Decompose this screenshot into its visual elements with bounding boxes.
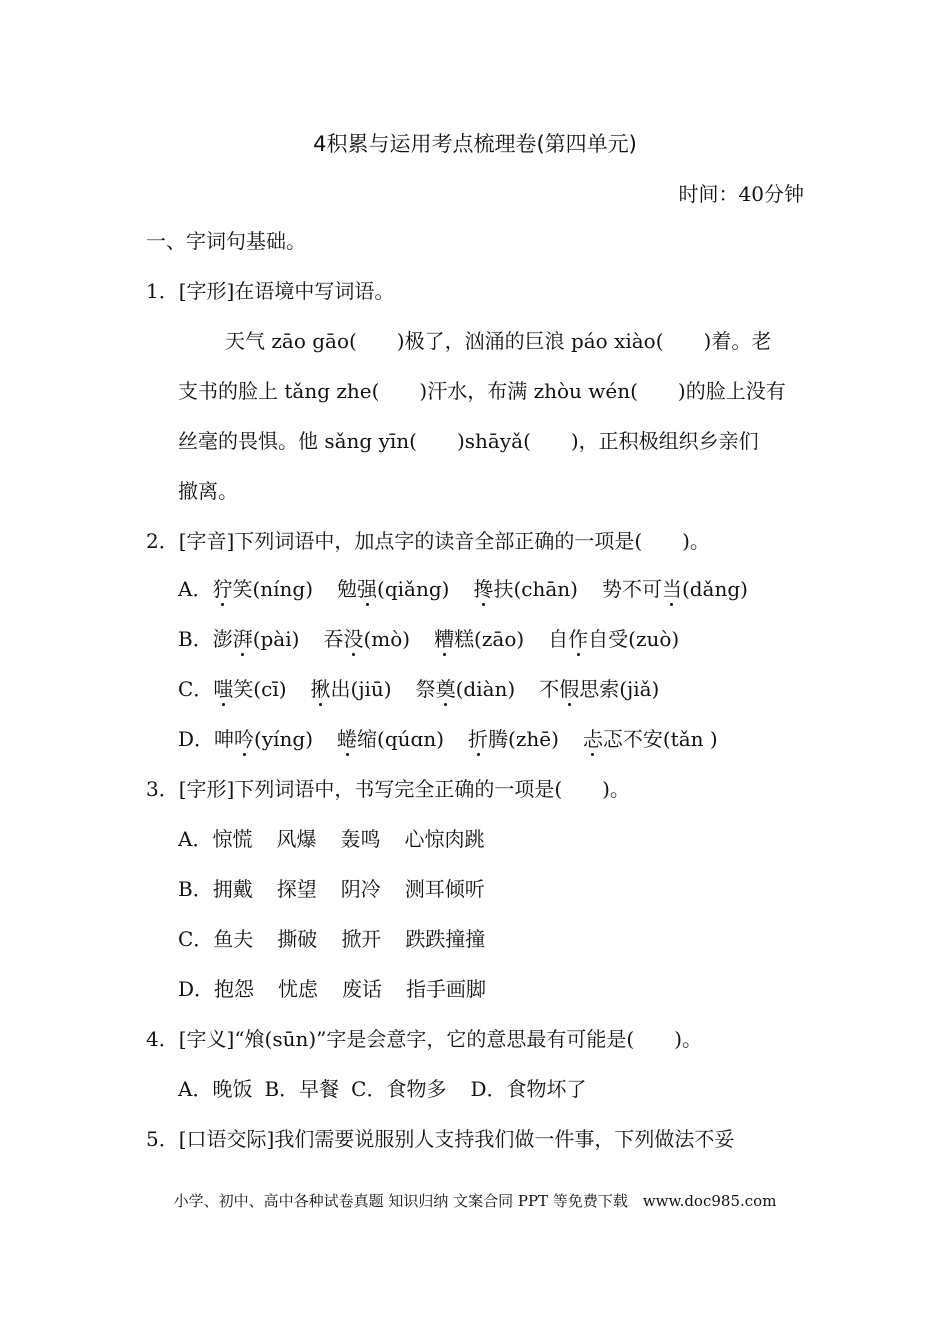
dotted-char: 强: [357, 577, 378, 601]
q1-segment: 丝毫的畏惧。他 sǎng yīn(: [178, 429, 417, 453]
footer-note: 小学、初中、高中各种试卷真题 知识归纳 文案合同 PPT 等免费下载 www.doc985.com: [173, 1192, 777, 1210]
dotted-char: 忐: [582, 727, 603, 751]
q3-option-a[interactable]: A．惊慌 风爆 轰鸣 心惊肉跳: [178, 827, 485, 851]
q2-option-c[interactable]: C．嗤笑(cī) 揪出(jiū) 祭奠(diàn) 不假思索(jiǎ): [178, 677, 660, 701]
dotted-char: 没: [343, 627, 364, 651]
time-limit: 时间：40分钟: [678, 182, 804, 206]
q3-option-b[interactable]: B．拥戴 探望 阴冷 测耳倾听: [178, 877, 485, 901]
dotted-char: 揪: [310, 677, 331, 701]
question-1-paragraph-line-3: [178, 428, 759, 454]
question-3-stem: 3．[字形]下列词语中，书写完全正确的一项是( )。: [146, 777, 630, 801]
option-label: A．: [178, 827, 213, 851]
question-4-stem: 4．[字义]“飧(sūn)”字是会意字，它的意思最有可能是( )。: [146, 1027, 703, 1051]
q4-options: [178, 1076, 587, 1102]
question-1-stem: 1．[字形]在语境中写词语。: [146, 279, 395, 303]
q1-segment: )汗水，布满 zhòu wén(: [419, 379, 638, 403]
page-title: 4积累与运用考点梳理卷(第四单元): [313, 132, 637, 156]
option-label: D．: [178, 977, 215, 1001]
q4-option-c[interactable]: C．食物多: [351, 1077, 447, 1101]
q4-option-d[interactable]: D．食物坏了: [470, 1077, 587, 1101]
dotted-char: 奠: [435, 677, 456, 701]
q1-segment: 支书的脸上 tǎng zhe(: [178, 379, 380, 403]
q4-option-a[interactable]: A．晚饭: [178, 1077, 253, 1101]
q1-segment: )shāyǎ(: [456, 429, 531, 453]
dotted-char: 嗤: [213, 677, 234, 701]
q2-option-d[interactable]: D．呻吟(yíng) 蜷缩(qúɑn) 折腾(zhē) 忐忑不安(tǎn ): [178, 727, 718, 751]
dotted-char: 折: [468, 727, 489, 751]
dotted-char: 吟: [234, 727, 255, 751]
dotted-char: 作: [568, 627, 589, 651]
q3-option-c[interactable]: C．鱼夫 撕破 掀开 跌跌撞撞: [178, 927, 486, 951]
dotted-char: 狞: [212, 577, 233, 601]
dotted-char: 糟: [434, 627, 455, 651]
q3-option-d[interactable]: D．抱怨 忧虑 废话 指手画脚: [178, 977, 487, 1001]
question-5-stem: 5．[口语交际]我们需要说服别人支持我们做一件事，下列做法不妥: [146, 1127, 735, 1151]
dotted-char: 假: [559, 677, 580, 701]
q1-segment: )着。老: [703, 329, 772, 353]
dotted-char: 蜷: [337, 727, 358, 751]
question-2-stem: 2．[字音]下列词语中，加点字的读音全部正确的一项是( )。: [146, 529, 710, 553]
q1-segment: )，正积极组织乡亲们: [570, 429, 759, 453]
option-label: B．: [178, 877, 213, 901]
option-label: C．: [178, 677, 214, 701]
question-1-paragraph-line-4: [178, 478, 238, 504]
section-heading: 一、字词句基础。: [146, 229, 306, 253]
option-label: C．: [178, 927, 214, 951]
q1-segment: 天气 zāo gāo(: [225, 329, 357, 353]
question-1-paragraph-line-2: [178, 378, 786, 404]
q2-option-a[interactable]: A．狞笑(níng) 勉强(qiǎng) 搀扶(chān) 势不可当(dǎng): [178, 577, 748, 601]
dotted-char: 搀: [473, 577, 494, 601]
q4-option-b[interactable]: B．早餐: [264, 1077, 340, 1101]
dotted-char: 湃: [232, 627, 253, 651]
option-label: A．: [178, 577, 213, 601]
option-label: D．: [178, 727, 215, 751]
q1-segment: 撤离。: [178, 479, 238, 503]
option-label: B．: [178, 627, 213, 651]
dotted-char: 当: [661, 577, 682, 601]
question-1-paragraph-line-1: [225, 328, 771, 354]
q1-segment: )极了，汹涌的巨浪 páo xiào(: [396, 329, 664, 353]
q1-segment: )的脸上没有: [677, 379, 786, 403]
q2-option-b[interactable]: B．澎湃(pài) 吞没(mò) 糟糕(zāo) 自作自受(zuò): [178, 627, 680, 651]
